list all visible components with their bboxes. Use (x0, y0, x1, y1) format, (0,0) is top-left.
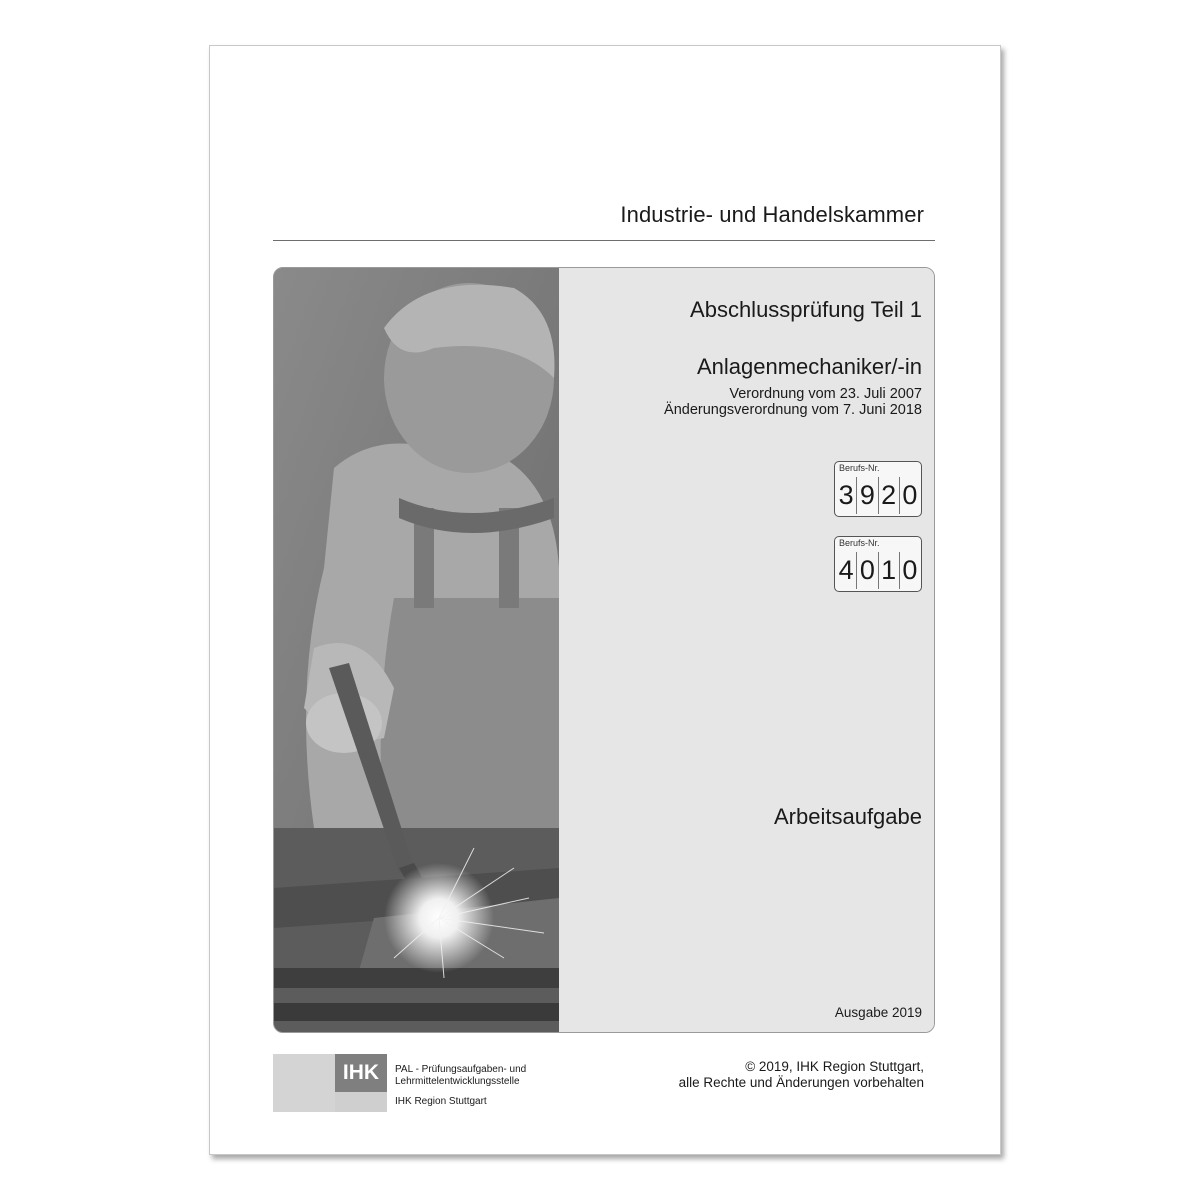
berufs-digit: 2 (879, 477, 900, 514)
berufs-nr-box-1 (834, 461, 922, 517)
exam-title: Abschlussprüfung Teil 1 (690, 297, 922, 322)
job-title: Anlagenmechaniker/-in (696, 354, 922, 379)
berufs-nr-digits (836, 552, 920, 589)
berufs-nr-label: Berufs-Nr. (839, 538, 880, 548)
berufs-digit: 1 (879, 552, 900, 589)
berufs-digit: 4 (836, 552, 857, 589)
info-panel (559, 268, 934, 1032)
berufs-nr-box-2 (834, 536, 922, 592)
pal-line-1: PAL - Prüfungsaufgaben- und (395, 1064, 527, 1075)
welder-photo (274, 268, 559, 1032)
berufs-nr-label: Berufs-Nr. (839, 463, 880, 473)
welder-illustration (274, 268, 559, 1032)
logo-grey-block (273, 1054, 335, 1112)
ihk-logo-mark: IHK (335, 1054, 387, 1092)
berufs-digit: 0 (902, 555, 918, 585)
berufs-digit: 3 (836, 477, 857, 514)
organization-title: Industrie- und Handelskammer (620, 202, 924, 227)
ihk-pal-logo (273, 1054, 533, 1114)
header-divider (273, 240, 935, 241)
copyright-line-2: alle Rechte und Änderungen vorbehalten (678, 1075, 924, 1090)
task-type: Arbeitsaufgabe (774, 804, 922, 829)
regulation-line-2: Änderungsverordnung vom 7. Juni 2018 (664, 402, 922, 418)
berufs-nr-digits (836, 477, 920, 514)
logo-region: IHK Region Stuttgart (395, 1096, 487, 1107)
berufs-digit: 9 (857, 477, 878, 514)
regulation-line-1: Verordnung vom 23. Juli 2007 (729, 386, 922, 402)
berufs-digit: 0 (857, 552, 878, 589)
copyright-line-1: © 2019, IHK Region Stuttgart, (745, 1059, 924, 1074)
copyright-notice (679, 1059, 924, 1091)
logo-lower-block (335, 1092, 387, 1112)
cover-panel (273, 267, 935, 1033)
document-cover (209, 45, 1001, 1155)
edition: Ausgabe 2019 (834, 1005, 922, 1020)
pal-line-2: Lehrmittelentwicklungsstelle (395, 1076, 520, 1087)
berufs-digit: 0 (902, 480, 918, 510)
